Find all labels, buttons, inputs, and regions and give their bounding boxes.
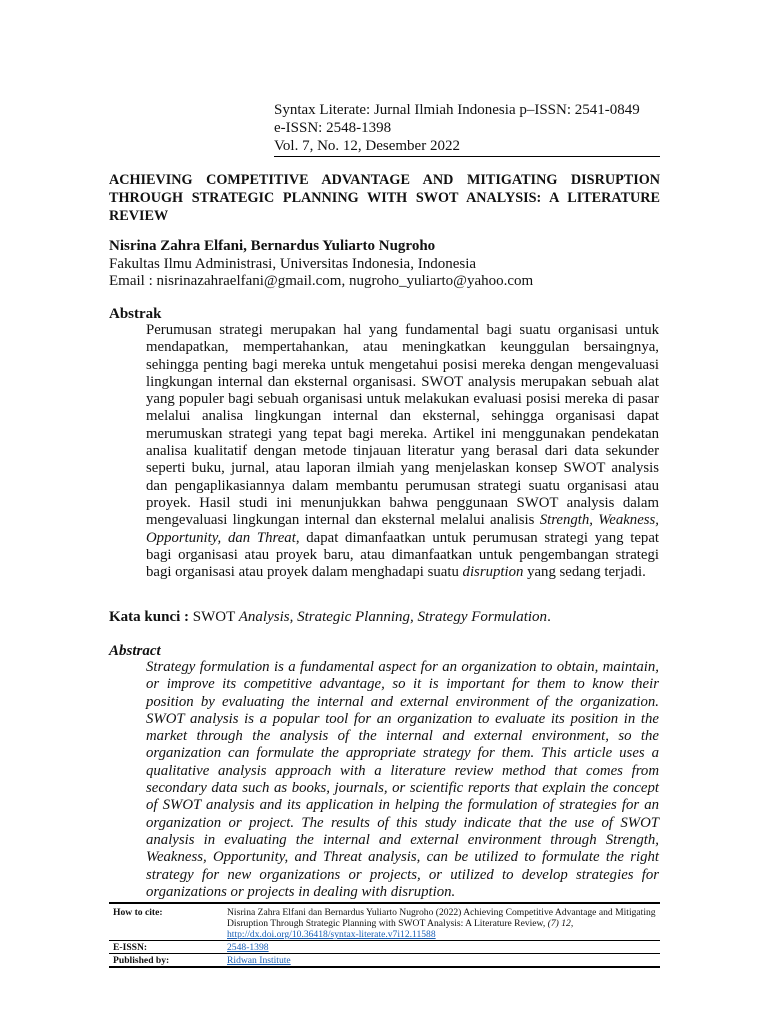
published-by-value-cell [223,954,660,968]
citation-volume: (7) 12, [547,918,574,929]
abstrak-text-part2: , dapat dimanfaatkan untuk perumusan strategi yang tepat bagi organisasi atau proyek baru, atau dimanfaatkan untuk pengembangan strategi bagi organisasi atau proyek dalam menghadapi suatu [146,529,659,581]
author-emails: Email : nisrinazahraelfani@gmail.com, nugroho_yuliarto@yahoo.com [109,273,534,289]
authors: Nisrina Zahra Elfani, Bernardus Yuliarto Nugroho [109,238,436,254]
citation-table [109,902,660,968]
published-by-row [109,954,660,968]
abstrak-text-part1: Perumusan strategi merupakan hal yang fundamental bagi suatu organisasi untuk mendapatkan, mempertahankan, atau meningkatkan keunggulan bersaingnya, sehingga penting bagi mereka untuk mengetahui posisi mereka dengan mengevaluasi lingkungan internal dan eksternal organisasi. SWOT analysis merupakan sebuah alat yang populer bagi sebuah organisasi untuk melakukan evaluasi posisi mereka di pasar melalui analisa lingkungan internal dan eksternal, sehingga organisasi dapat merumuskan strategi yang tepat bagi mereka. Artikel ini menggunakan pendekatan analisa kualitatif dengan metode tinjauan literatur yang berasal dari data sekunder seperti buku, jurnal, atau laporan ilmiah yang menjelaskan konsep SWOT analysis dan pengaplikasiannya dalam membantu perumusan strategi suatu organisasi atau proyek. Hasil studi ini menunjukkan bahwa penggunaan SWOT analysis dalam mengevaluasi lingkungan internal dan eksternal melalui analisis [146,322,659,529]
eissn-link[interactable]: 2548-1398 [227,942,269,953]
abstrak-text-part3: yang sedang terjadi. [523,564,646,581]
doi-link[interactable]: http://dx.doi.org/10.36418/syntax-literate.v7i12.11588 [227,929,436,940]
journal-header [274,101,660,155]
eissn-row [109,941,660,954]
header-divider [274,156,660,157]
affiliation: Fakultas Ilmu Administrasi, Universitas Indonesia, Indonesia [109,256,477,272]
abstract-text: Strategy formulation is a fundamental aspect for an organization to obtain, maintain, or improve its competitive advantage, so it is important for them to know their position by evaluating the internal and external environment of the organization. SWOT analysis is a popular tool for an organization to evaluate its position in the market through the analysis of the internal and external environment, so the organization can formulate the appropriate strategy for them. This article uses a qualitative analysis approach with a literature review method that comes from secondary data such as books, journals, or scientific reports that explain the concept of SWOT analysis and its application in helping the formulation of strategies for an organization or project. The results of this study indicate that the use of SWOT analysis in evaluating the internal and external environment through Strength, Weakness, Opportunity, and Threat analysis, can be utilized to formulate the right strategy for new organizations or projects, or utilized to develop strategies for organizations or projects in dealing with disruption. [146,659,659,900]
keywords-plain: SWOT [189,609,239,625]
publisher-link[interactable]: Ridwan Institute [227,955,291,966]
abstrak-heading: Abstrak [109,306,162,322]
how-to-cite-row [109,903,660,941]
published-by-label: Published by: [109,954,223,968]
eissn-label: E-ISSN: [109,941,223,954]
volume-line: Vol. 7, No. 12, Desember 2022 [274,138,460,154]
abstrak-swot-terms: Strength, Weakness, Opportunity, dan Threat [146,512,659,546]
citation-text: Nisrina Zahra Elfani dan Bernardus Yuliarto Nugroho (2022) Achieving Competitive Advantage and Mitigating Disruption Through Strategic Planning with SWOT Analysis: A Literature Review, [227,907,656,929]
eissn-line: e-ISSN: 2548-1398 [274,120,392,136]
keywords-label: Kata kunci : [109,609,190,625]
paper-title: ACHIEVING COMPETITIVE ADVANTAGE AND MITIGATING DISRUPTION THROUGH STRATEGIC PLANNING WITH SWOT ANALYSIS: A LITERATURE REVIEW [109,172,660,224]
abstrak-disruption-term: disruption [462,564,524,581]
keywords [109,608,660,626]
how-to-cite-value [223,903,660,941]
eissn-value-cell [223,941,660,954]
keywords-italic: Analysis, Strategic Planning, Strategy Formulation [238,609,548,625]
how-to-cite-label: How to cite: [109,903,223,941]
keywords-end: . [547,609,551,625]
abstrak-text [146,322,659,581]
abstract-heading: Abstract [109,643,161,659]
journal-name-line: Syntax Literate: Jurnal Ilmiah Indonesia p–ISSN: 2541-0849 [274,102,640,118]
